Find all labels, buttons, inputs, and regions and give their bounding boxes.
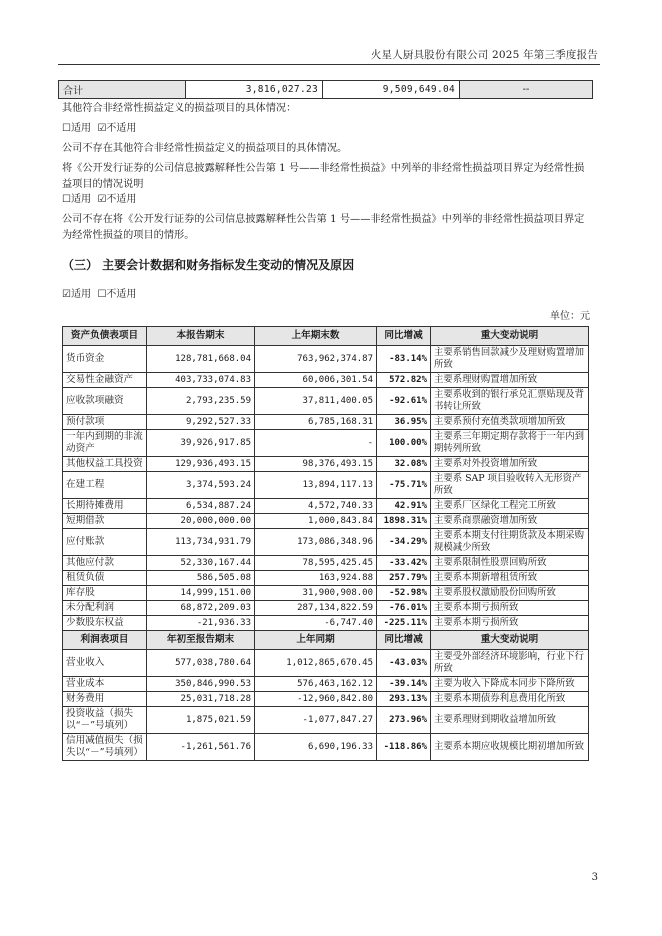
current-value: 68,872,209.03: [147, 601, 255, 616]
prior-value: -6,747.40: [255, 616, 377, 631]
change-percent: 273.96%: [377, 707, 431, 734]
column-header: 资产负债表项目: [63, 327, 147, 346]
column-header: 年初至报告期末: [147, 631, 255, 650]
table-row: [63, 677, 589, 692]
item-name: 信用减值损失（损失以“－”号填列）: [63, 734, 147, 761]
change-percent: 32.08%: [377, 457, 431, 472]
prior-value: 60,006,301.54: [255, 373, 377, 388]
change-percent: -225.11%: [377, 616, 431, 631]
current-value: 113,734,931.79: [147, 529, 255, 556]
column-header: 本报告期末: [147, 327, 255, 346]
para-reclassification-note: 将《公开发行证券的公司信息披露解释性公告第 1 号——非经常性损益》中列举的非经常性损益项目界定为经常性损益项目的情况说明: [62, 163, 585, 190]
table-row: [63, 692, 589, 707]
applicable-checkbox-2: ☐适用: [62, 194, 91, 205]
change-reason: 主要系 SAP 项目验收转入无形资产所致: [431, 472, 589, 499]
item-name: 其他应付款: [63, 556, 147, 571]
change-reason: 主要系厂区绿化工程完工所致: [431, 499, 589, 514]
nonrecurring-total-table: [58, 80, 593, 99]
current-value: 586,505.08: [147, 571, 255, 586]
total-ytd: 9,509,649.04: [323, 81, 460, 99]
prior-value: 576,463,162.12: [255, 677, 377, 692]
change-percent: -34.29%: [377, 529, 431, 556]
current-value: 1,875,021.59: [147, 707, 255, 734]
prior-value: -12,960,842.80: [255, 692, 377, 707]
column-header: 重大变动说明: [431, 327, 589, 346]
change-reason: 主要系限制性股票回购所致: [431, 556, 589, 571]
change-percent: -83.14%: [377, 346, 431, 373]
table-row: [63, 529, 589, 556]
table-row: [63, 650, 589, 677]
item-name: 在建工程: [63, 472, 147, 499]
current-value: 577,038,780.64: [147, 650, 255, 677]
table-row: [63, 472, 589, 499]
item-name: 应付账款: [63, 529, 147, 556]
para-other-items: 其他符合非经常性损益定义的损益项目的具体情况：: [62, 103, 297, 114]
change-reason: 主要系理财到期收益增加所致: [431, 707, 589, 734]
prior-value: 37,811,400.05: [255, 388, 377, 415]
item-name: 投资收益（损失以“－”号填列）: [63, 707, 147, 734]
checkbox-line-2: [62, 192, 592, 208]
change-percent: -33.42%: [377, 556, 431, 571]
prior-value: 6,785,168.31: [255, 415, 377, 430]
total-row: [59, 81, 593, 99]
para-no-other-items: 公司不存在其他符合非经常性损益定义的损益项目的具体情况。: [62, 143, 348, 154]
item-name: 租赁负债: [63, 571, 147, 586]
prior-value: 4,572,740.33: [255, 499, 377, 514]
table-row: [63, 430, 589, 457]
prior-value: 163,924.88: [255, 571, 377, 586]
item-name: 库存股: [63, 586, 147, 601]
financial-changes-table: [62, 326, 589, 761]
change-reason: 主要系销售回款减少及理财购置增加所致: [431, 346, 589, 373]
prior-value: -1,077,847.27: [255, 707, 377, 734]
item-name: 货币资金: [63, 346, 147, 373]
table-row: [63, 601, 589, 616]
item-name: 其他权益工具投资: [63, 457, 147, 472]
total-label: 合计: [59, 81, 186, 99]
item-name: 一年内到期的非流动资产: [63, 430, 147, 457]
item-name: 少数股东权益: [63, 616, 147, 631]
current-value: 6,534,887.24: [147, 499, 255, 514]
item-name: 交易性金融资产: [63, 373, 147, 388]
current-value: 128,781,668.04: [147, 346, 255, 373]
prior-value: 98,376,493.15: [255, 457, 377, 472]
current-value: 52,330,167.44: [147, 556, 255, 571]
prior-value: 78,595,425.45: [255, 556, 377, 571]
item-name: 应收款项融资: [63, 388, 147, 415]
income-table-header-row: [63, 631, 589, 650]
table-row: [63, 616, 589, 631]
change-reason: 主要系商票融资增加所致: [431, 514, 589, 529]
column-header: 同比增减: [377, 631, 431, 650]
item-name: 未分配利润: [63, 601, 147, 616]
prior-value: 763,962,374.87: [255, 346, 377, 373]
prior-value: 1,012,865,670.45: [255, 650, 377, 677]
current-value: -21,936.33: [147, 616, 255, 631]
prior-value: 1,000,843.84: [255, 514, 377, 529]
not-applicable-checkbox-1: ☑不适用: [97, 123, 137, 134]
item-name: 财务费用: [63, 692, 147, 707]
table-row: [63, 734, 589, 761]
checkbox-line-1: [62, 121, 592, 137]
item-name: 长期待摊费用: [63, 499, 147, 514]
table-row: [63, 415, 589, 430]
current-value: 2,793,235.59: [147, 388, 255, 415]
change-percent: -75.71%: [377, 472, 431, 499]
item-name: 预付款项: [63, 415, 147, 430]
column-header: 上年同期: [255, 631, 377, 650]
change-percent: 572.82%: [377, 373, 431, 388]
current-value: 403,733,074.83: [147, 373, 255, 388]
unit-label: 单位：元: [550, 311, 590, 322]
current-value: 3,374,593.24: [147, 472, 255, 499]
table-row: [63, 586, 589, 601]
current-value: 14,999,151.00: [147, 586, 255, 601]
change-percent: 257.79%: [377, 571, 431, 586]
table-row: [63, 571, 589, 586]
column-header: 利润表项目: [63, 631, 147, 650]
para-no-reclassification: 公司不存在将《公开发行证券的公司信息披露解释性公告第 1 号——非经常性损益》中列举的非经常性损益项目界定为经常性损益的项目的情形。: [62, 214, 585, 241]
change-percent: -39.14%: [377, 677, 431, 692]
report-header-title: 火星人厨具股份有限公司 2025 年第三季度报告: [370, 49, 598, 61]
applicable-checkbox-3: ☑适用: [62, 289, 91, 300]
applicable-checkbox-1: ☐适用: [62, 123, 91, 134]
change-reason: 主要系本期债券利息费用化所致: [431, 692, 589, 707]
table-row: [63, 707, 589, 734]
not-applicable-checkbox-2: ☑不适用: [97, 194, 137, 205]
table-row: [63, 373, 589, 388]
change-percent: -92.61%: [377, 388, 431, 415]
current-value: 25,031,718.28: [147, 692, 255, 707]
change-reason: 主要系本期亏损所致: [431, 601, 589, 616]
change-reason: 主要系理财购置增加所致: [431, 373, 589, 388]
table-row: [63, 556, 589, 571]
prior-value: 13,894,117.13: [255, 472, 377, 499]
prior-value: 6,690,196.33: [255, 734, 377, 761]
total-note: --: [460, 81, 593, 99]
change-percent: -43.03%: [377, 650, 431, 677]
prior-value: 287,134,822.59: [255, 601, 377, 616]
item-name: 营业收入: [63, 650, 147, 677]
change-percent: 1898.31%: [377, 514, 431, 529]
section-heading: （三） 主要会计数据和财务指标发生变动的情况及原因: [62, 258, 355, 272]
total-current: 3,816,027.23: [186, 81, 323, 99]
change-percent: -52.98%: [377, 586, 431, 601]
current-value: 20,000,000.00: [147, 514, 255, 529]
current-value: 129,936,493.15: [147, 457, 255, 472]
page-number: 3: [591, 872, 598, 883]
table-row: [63, 514, 589, 529]
prior-value: 173,086,348.96: [255, 529, 377, 556]
change-percent: -118.86%: [377, 734, 431, 761]
current-value: 9,292,527.33: [147, 415, 255, 430]
change-reason: 主要系对外投资增加所致: [431, 457, 589, 472]
table-body: [63, 327, 589, 761]
change-reason: 主要系收到的银行承兑汇票贴现及背书转让所致: [431, 388, 589, 415]
change-percent: -76.01%: [377, 601, 431, 616]
change-percent: 42.91%: [377, 499, 431, 514]
checkbox-line-3: [62, 287, 592, 303]
column-header: 同比增减: [377, 327, 431, 346]
header-divider: [58, 64, 600, 65]
column-header: 上年期末数: [255, 327, 377, 346]
column-header: 重大变动说明: [431, 631, 589, 650]
change-reason: 主要系本期应收规模比期初增加所致: [431, 734, 589, 761]
item-name: 营业成本: [63, 677, 147, 692]
table-row: [63, 499, 589, 514]
change-reason: 主要受外部经济环境影响，行业下行所致: [431, 650, 589, 677]
table-row: [63, 346, 589, 373]
change-reason: 主要系本期亏损所致: [431, 616, 589, 631]
change-reason: 主要系本期支付往期货款及本期采购规模减少所致: [431, 529, 589, 556]
change-reason: 主要系三年期定期存款将于一年内到期转列所致: [431, 430, 589, 457]
change-reason: 主要系预付充值类款项增加所致: [431, 415, 589, 430]
prior-value: -: [255, 430, 377, 457]
table-row: [63, 457, 589, 472]
change-percent: 293.13%: [377, 692, 431, 707]
change-percent: 100.00%: [377, 430, 431, 457]
prior-value: 31,900,908.00: [255, 586, 377, 601]
not-applicable-checkbox-3: ☐不适用: [97, 289, 137, 300]
change-reason: 主要系股权激励股份回购所致: [431, 586, 589, 601]
change-reason: 主要为收入下降成本同步下降所致: [431, 677, 589, 692]
change-reason: 主要系本期新增租赁所致: [431, 571, 589, 586]
current-value: 350,846,990.53: [147, 677, 255, 692]
table-row: [63, 388, 589, 415]
current-value: 39,926,917.85: [147, 430, 255, 457]
item-name: 短期借款: [63, 514, 147, 529]
balance-table-header-row: [63, 327, 589, 346]
change-percent: 36.95%: [377, 415, 431, 430]
current-value: -1,261,561.76: [147, 734, 255, 761]
